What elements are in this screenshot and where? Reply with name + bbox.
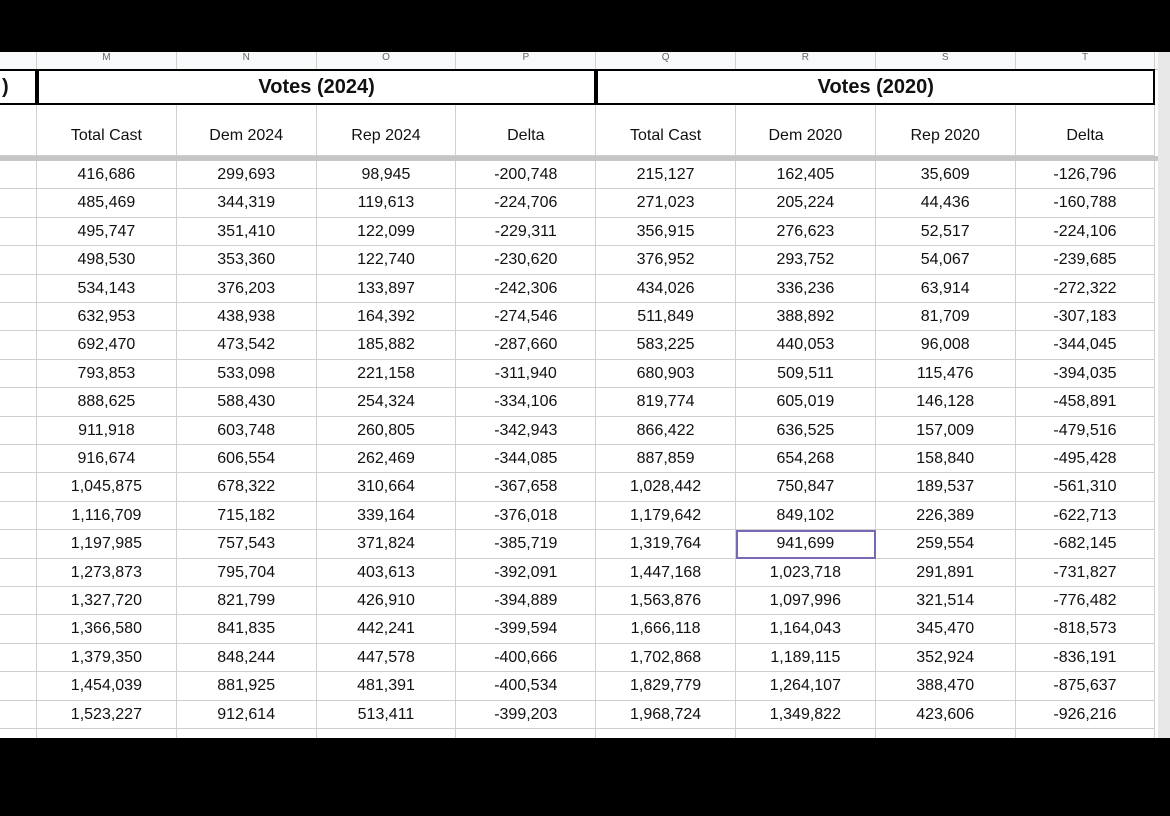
- data-cell[interactable]: 416,686: [37, 161, 177, 189]
- data-cell[interactable]: -224,106: [1016, 218, 1156, 246]
- data-cell[interactable]: 1,523,227: [37, 701, 177, 729]
- data-cell[interactable]: 1,179,642: [596, 502, 736, 530]
- data-cell[interactable]: -385,719: [456, 530, 596, 558]
- data-cell[interactable]: -224,706: [456, 189, 596, 217]
- data-cell[interactable]: 757,543: [177, 530, 317, 558]
- data-cell[interactable]: 215,127: [596, 161, 736, 189]
- data-cell[interactable]: 606,554: [177, 445, 317, 473]
- column-header-cell[interactable]: Dem 2024: [177, 105, 317, 156]
- empty-cell[interactable]: [177, 729, 317, 738]
- data-cell[interactable]: 1,116,709: [37, 502, 177, 530]
- data-cell[interactable]: -479,516: [1016, 417, 1156, 445]
- column-header-stub[interactable]: [0, 52, 37, 69]
- data-cell[interactable]: 35,609: [876, 161, 1016, 189]
- data-cell[interactable]: 1,454,039: [37, 672, 177, 700]
- data-cell[interactable]: -274,546: [456, 303, 596, 331]
- data-cell[interactable]: -875,637: [1016, 672, 1156, 700]
- data-cell[interactable]: 1,366,580: [37, 615, 177, 643]
- group-title-2020[interactable]: Votes (2020): [596, 69, 1155, 105]
- row-stub-cell[interactable]: [0, 729, 37, 738]
- data-cell[interactable]: 588,430: [177, 388, 317, 416]
- data-cell[interactable]: 509,511: [736, 360, 876, 388]
- data-cell[interactable]: 1,097,996: [736, 587, 876, 615]
- data-cell[interactable]: 841,835: [177, 615, 317, 643]
- data-cell[interactable]: 1,349,822: [736, 701, 876, 729]
- data-cell[interactable]: -392,091: [456, 559, 596, 587]
- data-cell[interactable]: 678,322: [177, 473, 317, 501]
- data-cell[interactable]: -242,306: [456, 275, 596, 303]
- data-cell[interactable]: 1,702,868: [596, 644, 736, 672]
- data-cell[interactable]: 912,614: [177, 701, 317, 729]
- data-cell[interactable]: 1,829,779: [596, 672, 736, 700]
- spreadsheet-grid[interactable]: [0, 52, 1158, 738]
- data-cell[interactable]: 339,164: [317, 502, 457, 530]
- data-cell[interactable]: 440,053: [736, 331, 876, 359]
- data-cell[interactable]: 122,099: [317, 218, 457, 246]
- data-cell[interactable]: -200,748: [456, 161, 596, 189]
- data-cell[interactable]: 1,273,873: [37, 559, 177, 587]
- data-cell[interactable]: 866,422: [596, 417, 736, 445]
- row-stub-cell[interactable]: [0, 530, 37, 558]
- data-cell[interactable]: -344,045: [1016, 331, 1156, 359]
- vertical-scrollbar[interactable]: [1158, 52, 1170, 738]
- row-stub-cell[interactable]: [0, 559, 37, 587]
- left-edge-fragment[interactable]: ): [0, 69, 37, 105]
- data-cell[interactable]: 271,023: [596, 189, 736, 217]
- data-cell[interactable]: -160,788: [1016, 189, 1156, 217]
- data-cell[interactable]: -818,573: [1016, 615, 1156, 643]
- row-stub-cell[interactable]: [0, 417, 37, 445]
- data-cell[interactable]: -458,891: [1016, 388, 1156, 416]
- row-stub-cell[interactable]: [0, 246, 37, 274]
- data-cell[interactable]: 1,379,350: [37, 644, 177, 672]
- data-cell[interactable]: 442,241: [317, 615, 457, 643]
- data-cell[interactable]: 750,847: [736, 473, 876, 501]
- data-cell[interactable]: 534,143: [37, 275, 177, 303]
- row-stub-cell[interactable]: [0, 360, 37, 388]
- data-cell[interactable]: 605,019: [736, 388, 876, 416]
- data-cell[interactable]: -239,685: [1016, 246, 1156, 274]
- data-cell[interactable]: 481,391: [317, 672, 457, 700]
- data-cell[interactable]: 352,924: [876, 644, 1016, 672]
- data-cell[interactable]: 185,882: [317, 331, 457, 359]
- data-cell[interactable]: 344,319: [177, 189, 317, 217]
- column-header-cell[interactable]: Total Cast: [596, 105, 736, 156]
- data-cell[interactable]: 1,666,118: [596, 615, 736, 643]
- column-header-row: [0, 52, 1158, 70]
- data-cell[interactable]: 795,704: [177, 559, 317, 587]
- empty-cell[interactable]: [37, 729, 177, 738]
- data-cell[interactable]: 821,799: [177, 587, 317, 615]
- data-cell[interactable]: -926,216: [1016, 701, 1156, 729]
- empty-cell[interactable]: [596, 729, 736, 738]
- data-cell[interactable]: 162,405: [736, 161, 876, 189]
- data-cell[interactable]: 122,740: [317, 246, 457, 274]
- data-cell[interactable]: 403,613: [317, 559, 457, 587]
- data-cell[interactable]: 881,925: [177, 672, 317, 700]
- data-cell[interactable]: 356,915: [596, 218, 736, 246]
- row-stub-cell[interactable]: [0, 445, 37, 473]
- data-cell[interactable]: 513,411: [317, 701, 457, 729]
- data-cell[interactable]: 888,625: [37, 388, 177, 416]
- data-cell[interactable]: -272,322: [1016, 275, 1156, 303]
- column-header-letter[interactable]: M: [37, 52, 177, 69]
- data-cell[interactable]: -622,713: [1016, 502, 1156, 530]
- column-header-letter[interactable]: T: [1016, 52, 1156, 69]
- data-cell[interactable]: 1,164,043: [736, 615, 876, 643]
- data-cell[interactable]: 680,903: [596, 360, 736, 388]
- data-cell[interactable]: 438,938: [177, 303, 317, 331]
- data-cell[interactable]: -731,827: [1016, 559, 1156, 587]
- column-header-cell[interactable]: Delta: [1016, 105, 1156, 156]
- data-cell[interactable]: -776,482: [1016, 587, 1156, 615]
- data-cell[interactable]: 299,693: [177, 161, 317, 189]
- data-cell[interactable]: 158,840: [876, 445, 1016, 473]
- data-cell[interactable]: 81,709: [876, 303, 1016, 331]
- column-header-cell[interactable]: Total Cast: [37, 105, 177, 156]
- data-cell[interactable]: 115,476: [876, 360, 1016, 388]
- row-stub-cell[interactable]: [0, 388, 37, 416]
- data-cell[interactable]: 293,752: [736, 246, 876, 274]
- data-cell[interactable]: -682,145: [1016, 530, 1156, 558]
- data-cell[interactable]: -126,796: [1016, 161, 1156, 189]
- data-cell[interactable]: 262,469: [317, 445, 457, 473]
- data-cell[interactable]: 189,537: [876, 473, 1016, 501]
- header-stub-cell[interactable]: [0, 105, 37, 156]
- data-cell[interactable]: 336,236: [736, 275, 876, 303]
- data-cell[interactable]: -400,666: [456, 644, 596, 672]
- data-cell[interactable]: 1,563,876: [596, 587, 736, 615]
- column-header-letter[interactable]: R: [736, 52, 876, 69]
- data-cell[interactable]: 371,824: [317, 530, 457, 558]
- data-cell[interactable]: 310,664: [317, 473, 457, 501]
- data-cell[interactable]: 848,244: [177, 644, 317, 672]
- data-cell[interactable]: 849,102: [736, 502, 876, 530]
- data-cell[interactable]: -229,311: [456, 218, 596, 246]
- data-cell[interactable]: 423,606: [876, 701, 1016, 729]
- data-cell[interactable]: 52,517: [876, 218, 1016, 246]
- data-cell[interactable]: -399,594: [456, 615, 596, 643]
- row-stub-cell[interactable]: [0, 587, 37, 615]
- data-cell[interactable]: 1,045,875: [37, 473, 177, 501]
- data-cell[interactable]: 44,436: [876, 189, 1016, 217]
- column-header-letter[interactable]: Q: [596, 52, 736, 69]
- column-header-letter[interactable]: O: [317, 52, 457, 69]
- column-header-letter[interactable]: P: [456, 52, 596, 69]
- data-cell[interactable]: -334,106: [456, 388, 596, 416]
- row-stub-cell[interactable]: [0, 218, 37, 246]
- data-cell[interactable]: 351,410: [177, 218, 317, 246]
- data-cell[interactable]: 254,324: [317, 388, 457, 416]
- data-cell[interactable]: 221,158: [317, 360, 457, 388]
- data-cell[interactable]: -399,203: [456, 701, 596, 729]
- row-stub-cell[interactable]: [0, 672, 37, 700]
- data-cell[interactable]: -400,534: [456, 672, 596, 700]
- data-cell[interactable]: 1,447,168: [596, 559, 736, 587]
- data-cell[interactable]: 119,613: [317, 189, 457, 217]
- data-cell[interactable]: -230,620: [456, 246, 596, 274]
- data-cell[interactable]: 276,623: [736, 218, 876, 246]
- data-cell[interactable]: 205,224: [736, 189, 876, 217]
- data-cell[interactable]: -376,018: [456, 502, 596, 530]
- data-cell[interactable]: 388,470: [876, 672, 1016, 700]
- data-cell[interactable]: -344,085: [456, 445, 596, 473]
- data-cell[interactable]: 916,674: [37, 445, 177, 473]
- data-cell[interactable]: 1,264,107: [736, 672, 876, 700]
- data-cell[interactable]: 388,892: [736, 303, 876, 331]
- data-cell[interactable]: 157,009: [876, 417, 1016, 445]
- row-stub-cell[interactable]: [0, 701, 37, 729]
- data-cell[interactable]: 636,525: [736, 417, 876, 445]
- data-cell[interactable]: 376,203: [177, 275, 317, 303]
- data-cell[interactable]: 146,128: [876, 388, 1016, 416]
- empty-cell[interactable]: [736, 729, 876, 738]
- data-cell[interactable]: 54,067: [876, 246, 1016, 274]
- data-cell[interactable]: 426,910: [317, 587, 457, 615]
- row-stub-cell[interactable]: [0, 161, 37, 189]
- data-cell[interactable]: -836,191: [1016, 644, 1156, 672]
- row-stub-cell[interactable]: [0, 189, 37, 217]
- data-cell[interactable]: 473,542: [177, 331, 317, 359]
- data-cell[interactable]: 1,319,764: [596, 530, 736, 558]
- data-cell[interactable]: 692,470: [37, 331, 177, 359]
- row-stub-cell[interactable]: [0, 303, 37, 331]
- empty-cell[interactable]: [1016, 729, 1156, 738]
- data-cell[interactable]: 498,530: [37, 246, 177, 274]
- group-title-2024[interactable]: Votes (2024): [37, 69, 596, 105]
- column-header-cell[interactable]: Delta: [456, 105, 596, 156]
- data-cell[interactable]: -342,943: [456, 417, 596, 445]
- data-cell[interactable]: -561,310: [1016, 473, 1156, 501]
- data-cell[interactable]: 447,578: [317, 644, 457, 672]
- data-cell[interactable]: 911,918: [37, 417, 177, 445]
- data-cell[interactable]: -394,035: [1016, 360, 1156, 388]
- data-cell[interactable]: 793,853: [37, 360, 177, 388]
- row-stub-cell[interactable]: [0, 502, 37, 530]
- empty-cell[interactable]: [876, 729, 1016, 738]
- empty-cell[interactable]: [456, 729, 596, 738]
- data-cell[interactable]: 583,225: [596, 331, 736, 359]
- data-cell[interactable]: 96,008: [876, 331, 1016, 359]
- column-header-cell[interactable]: Rep 2024: [317, 105, 457, 156]
- data-cell[interactable]: 887,859: [596, 445, 736, 473]
- row-stub-cell[interactable]: [0, 275, 37, 303]
- data-cell[interactable]: 485,469: [37, 189, 177, 217]
- data-cell[interactable]: 376,952: [596, 246, 736, 274]
- column-header-cell[interactable]: Dem 2020: [736, 105, 876, 156]
- data-cell[interactable]: 715,182: [177, 502, 317, 530]
- data-cell[interactable]: -287,660: [456, 331, 596, 359]
- data-cell[interactable]: 63,914: [876, 275, 1016, 303]
- data-cell[interactable]: 1,327,720: [37, 587, 177, 615]
- data-cell[interactable]: 98,945: [317, 161, 457, 189]
- data-cell[interactable]: 345,470: [876, 615, 1016, 643]
- data-cell[interactable]: -307,183: [1016, 303, 1156, 331]
- data-cell[interactable]: -311,940: [456, 360, 596, 388]
- data-cell[interactable]: 603,748: [177, 417, 317, 445]
- data-cell[interactable]: 226,389: [876, 502, 1016, 530]
- data-cell[interactable]: 511,849: [596, 303, 736, 331]
- data-cell[interactable]: 632,953: [37, 303, 177, 331]
- data-cell[interactable]: 353,360: [177, 246, 317, 274]
- data-cell[interactable]: 164,392: [317, 303, 457, 331]
- data-cell[interactable]: -495,428: [1016, 445, 1156, 473]
- column-header-letter[interactable]: S: [876, 52, 1016, 69]
- empty-cell[interactable]: [317, 729, 457, 738]
- data-cell[interactable]: -367,658: [456, 473, 596, 501]
- data-cell[interactable]: 321,514: [876, 587, 1016, 615]
- selected-cell[interactable]: 941,699: [736, 530, 876, 558]
- data-cell[interactable]: 654,268: [736, 445, 876, 473]
- data-cell[interactable]: 259,554: [876, 530, 1016, 558]
- column-header-letter[interactable]: N: [177, 52, 317, 69]
- data-cell[interactable]: 819,774: [596, 388, 736, 416]
- row-stub-cell[interactable]: [0, 615, 37, 643]
- row-stub-cell[interactable]: [0, 473, 37, 501]
- data-cell[interactable]: 1,189,115: [736, 644, 876, 672]
- data-cell[interactable]: 495,747: [37, 218, 177, 246]
- data-cell[interactable]: 291,891: [876, 559, 1016, 587]
- data-cell[interactable]: 434,026: [596, 275, 736, 303]
- data-cell[interactable]: 1,968,724: [596, 701, 736, 729]
- data-cell[interactable]: 1,197,985: [37, 530, 177, 558]
- data-cell[interactable]: 260,805: [317, 417, 457, 445]
- data-cell[interactable]: -394,889: [456, 587, 596, 615]
- row-stub-cell[interactable]: [0, 644, 37, 672]
- data-cell[interactable]: 1,028,442: [596, 473, 736, 501]
- data-cell[interactable]: 133,897: [317, 275, 457, 303]
- row-stub-cell[interactable]: [0, 331, 37, 359]
- data-cell[interactable]: 1,023,718: [736, 559, 876, 587]
- data-cell[interactable]: 533,098: [177, 360, 317, 388]
- column-header-cell[interactable]: Rep 2020: [876, 105, 1016, 156]
